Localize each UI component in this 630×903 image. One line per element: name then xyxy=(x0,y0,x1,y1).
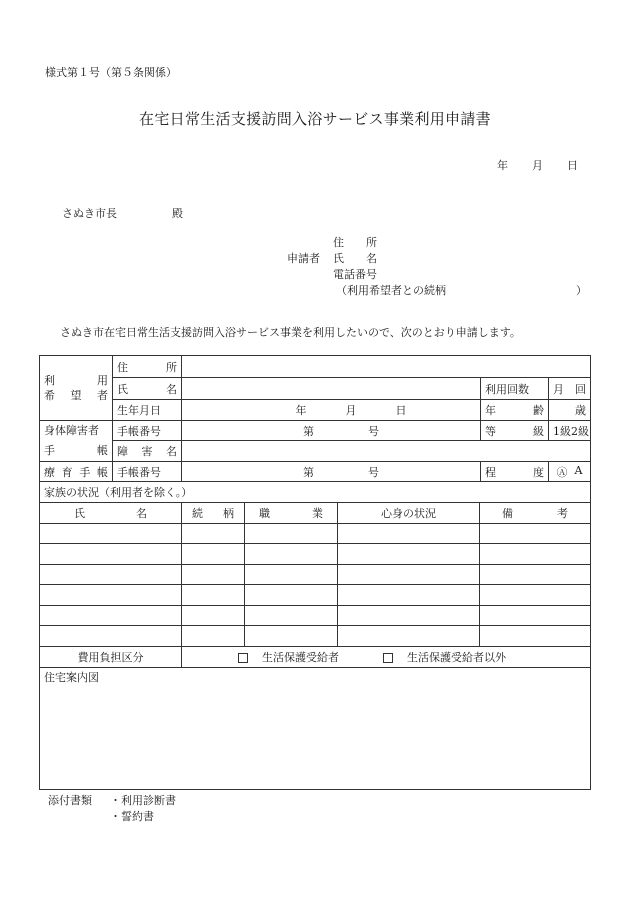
user-age-label: 年 齢 xyxy=(481,400,549,421)
application-table xyxy=(39,355,591,503)
family-cell[interactable] xyxy=(245,585,338,606)
family-cell[interactable] xyxy=(338,626,480,647)
user-birth-label: 生年月日 xyxy=(113,400,182,421)
family-cell[interactable] xyxy=(40,606,182,626)
user-group-label: 利 用 希 望 者 xyxy=(40,356,113,421)
checkbox-icon[interactable] xyxy=(383,653,393,663)
user-name-label: 氏 名 xyxy=(113,378,182,400)
cost-option-non-welfare[interactable]: 生活保護受給者以外 xyxy=(383,649,506,665)
physical-book-no-input[interactable]: 第 号 xyxy=(182,421,481,441)
rehab-book-label: 療 育 手 帳 xyxy=(40,462,113,482)
family-col-condition: 心身の状況 xyxy=(338,503,480,524)
family-row xyxy=(40,626,591,647)
date-day: 日 xyxy=(567,159,578,172)
intro-text: さぬき市在宅日常生活支援訪問入浴サービス事業を利用したいので、次のとおり申請します。 xyxy=(60,326,521,339)
page-title: 在宅日常生活支援訪問入浴サービス事業利用申請書 xyxy=(139,110,491,128)
house-map-label: 住宅案内図 xyxy=(44,671,99,684)
family-cell[interactable] xyxy=(245,544,338,565)
attachment-item: ・利用診断書 xyxy=(110,794,176,807)
addressee-name: さぬき市長 xyxy=(62,207,117,220)
family-row xyxy=(40,606,591,626)
family-cell[interactable] xyxy=(480,606,591,626)
family-cell[interactable] xyxy=(40,585,182,606)
applicant-address-label[interactable]: 住 所 xyxy=(333,236,377,249)
user-age-input[interactable]: 歳 xyxy=(549,400,591,421)
disability-name-input[interactable] xyxy=(182,441,591,462)
family-cell[interactable] xyxy=(245,565,338,585)
family-cell[interactable] xyxy=(40,544,182,565)
cost-row xyxy=(40,647,591,668)
family-cell[interactable] xyxy=(182,524,245,544)
family-cell[interactable] xyxy=(182,544,245,565)
family-cell[interactable] xyxy=(480,524,591,544)
family-col-remarks: 備 考 xyxy=(480,503,591,524)
attachment-item: ・誓約書 xyxy=(110,810,154,823)
family-cell[interactable] xyxy=(480,544,591,565)
addressee xyxy=(62,205,183,221)
family-row xyxy=(40,585,591,606)
family-cell[interactable] xyxy=(338,606,480,626)
family-cell[interactable] xyxy=(182,626,245,647)
attachments xyxy=(48,793,176,823)
family-cell[interactable] xyxy=(480,585,591,606)
usage-count-label: 利用回数 xyxy=(481,378,549,400)
disability-name-label: 障 害 名 xyxy=(113,441,182,462)
family-cell[interactable] xyxy=(40,626,182,647)
date-year: 年 xyxy=(497,159,508,172)
user-birth-input[interactable]: 年 月 日 xyxy=(182,400,481,421)
family-cell[interactable] xyxy=(40,524,182,544)
user-name-input[interactable] xyxy=(182,378,481,400)
family-section-label: 家族の状況（利用者を除く。） xyxy=(40,482,591,503)
applicant-label: 申請者 xyxy=(287,252,320,265)
physical-book-group-label: 身体障害者 手 帳 xyxy=(40,421,113,462)
addressee-honorific: 殿 xyxy=(172,207,183,220)
physical-book-no-label: 手帳番号 xyxy=(113,421,182,441)
date-field[interactable] xyxy=(497,157,578,173)
applicant-relation-close: ） xyxy=(576,284,587,297)
family-cell[interactable] xyxy=(338,585,480,606)
family-cell[interactable] xyxy=(480,626,591,647)
family-col-occupation: 職 業 xyxy=(245,503,338,524)
family-cell[interactable] xyxy=(40,565,182,585)
rehab-book-no-label: 手帳番号 xyxy=(113,462,182,482)
applicant-name-label[interactable]: 氏 名 xyxy=(333,252,377,265)
family-col-name: 氏 名 xyxy=(40,503,182,524)
cost-options xyxy=(182,647,591,668)
family-header-row xyxy=(40,503,591,524)
family-cell[interactable] xyxy=(480,565,591,585)
family-col-relation: 続 柄 xyxy=(182,503,245,524)
rehab-book-no-input[interactable]: 第 号 xyxy=(182,462,481,482)
user-address-input[interactable] xyxy=(182,356,591,378)
applicant-phone-label[interactable]: 電話番号 xyxy=(333,268,377,281)
family-cell[interactable] xyxy=(245,606,338,626)
family-row xyxy=(40,565,591,585)
cost-label: 費用負担区分 xyxy=(40,647,182,668)
family-table xyxy=(39,502,591,668)
checkbox-icon[interactable] xyxy=(238,653,248,663)
family-cell[interactable] xyxy=(245,626,338,647)
attachments-label: 添付書類 xyxy=(48,794,92,807)
physical-grade-label: 等 級 xyxy=(481,421,549,441)
family-cell[interactable] xyxy=(182,565,245,585)
family-cell[interactable] xyxy=(182,606,245,626)
family-cell[interactable] xyxy=(338,544,480,565)
physical-grade-options[interactable]: 1級 2級 xyxy=(549,421,591,441)
date-month: 月 xyxy=(532,159,543,172)
family-cell[interactable] xyxy=(245,524,338,544)
cost-option-welfare[interactable]: 生活保護受給者 xyxy=(238,649,339,665)
house-map-area[interactable] xyxy=(39,667,591,790)
family-row xyxy=(40,544,591,565)
usage-count-input[interactable]: 月 回 xyxy=(549,378,591,400)
applicant-relation-label[interactable]: （利用希望者との続柄 xyxy=(336,284,446,297)
form-number: 様式第１号（第５条関係） xyxy=(45,66,177,79)
rehab-degree-options[interactable]: Ⓐ A xyxy=(549,462,591,482)
family-cell[interactable] xyxy=(338,524,480,544)
family-cell[interactable] xyxy=(338,565,480,585)
rehab-degree-label: 程 度 xyxy=(481,462,549,482)
family-cell[interactable] xyxy=(182,585,245,606)
user-address-label: 住 所 xyxy=(113,356,182,378)
family-row xyxy=(40,524,591,544)
